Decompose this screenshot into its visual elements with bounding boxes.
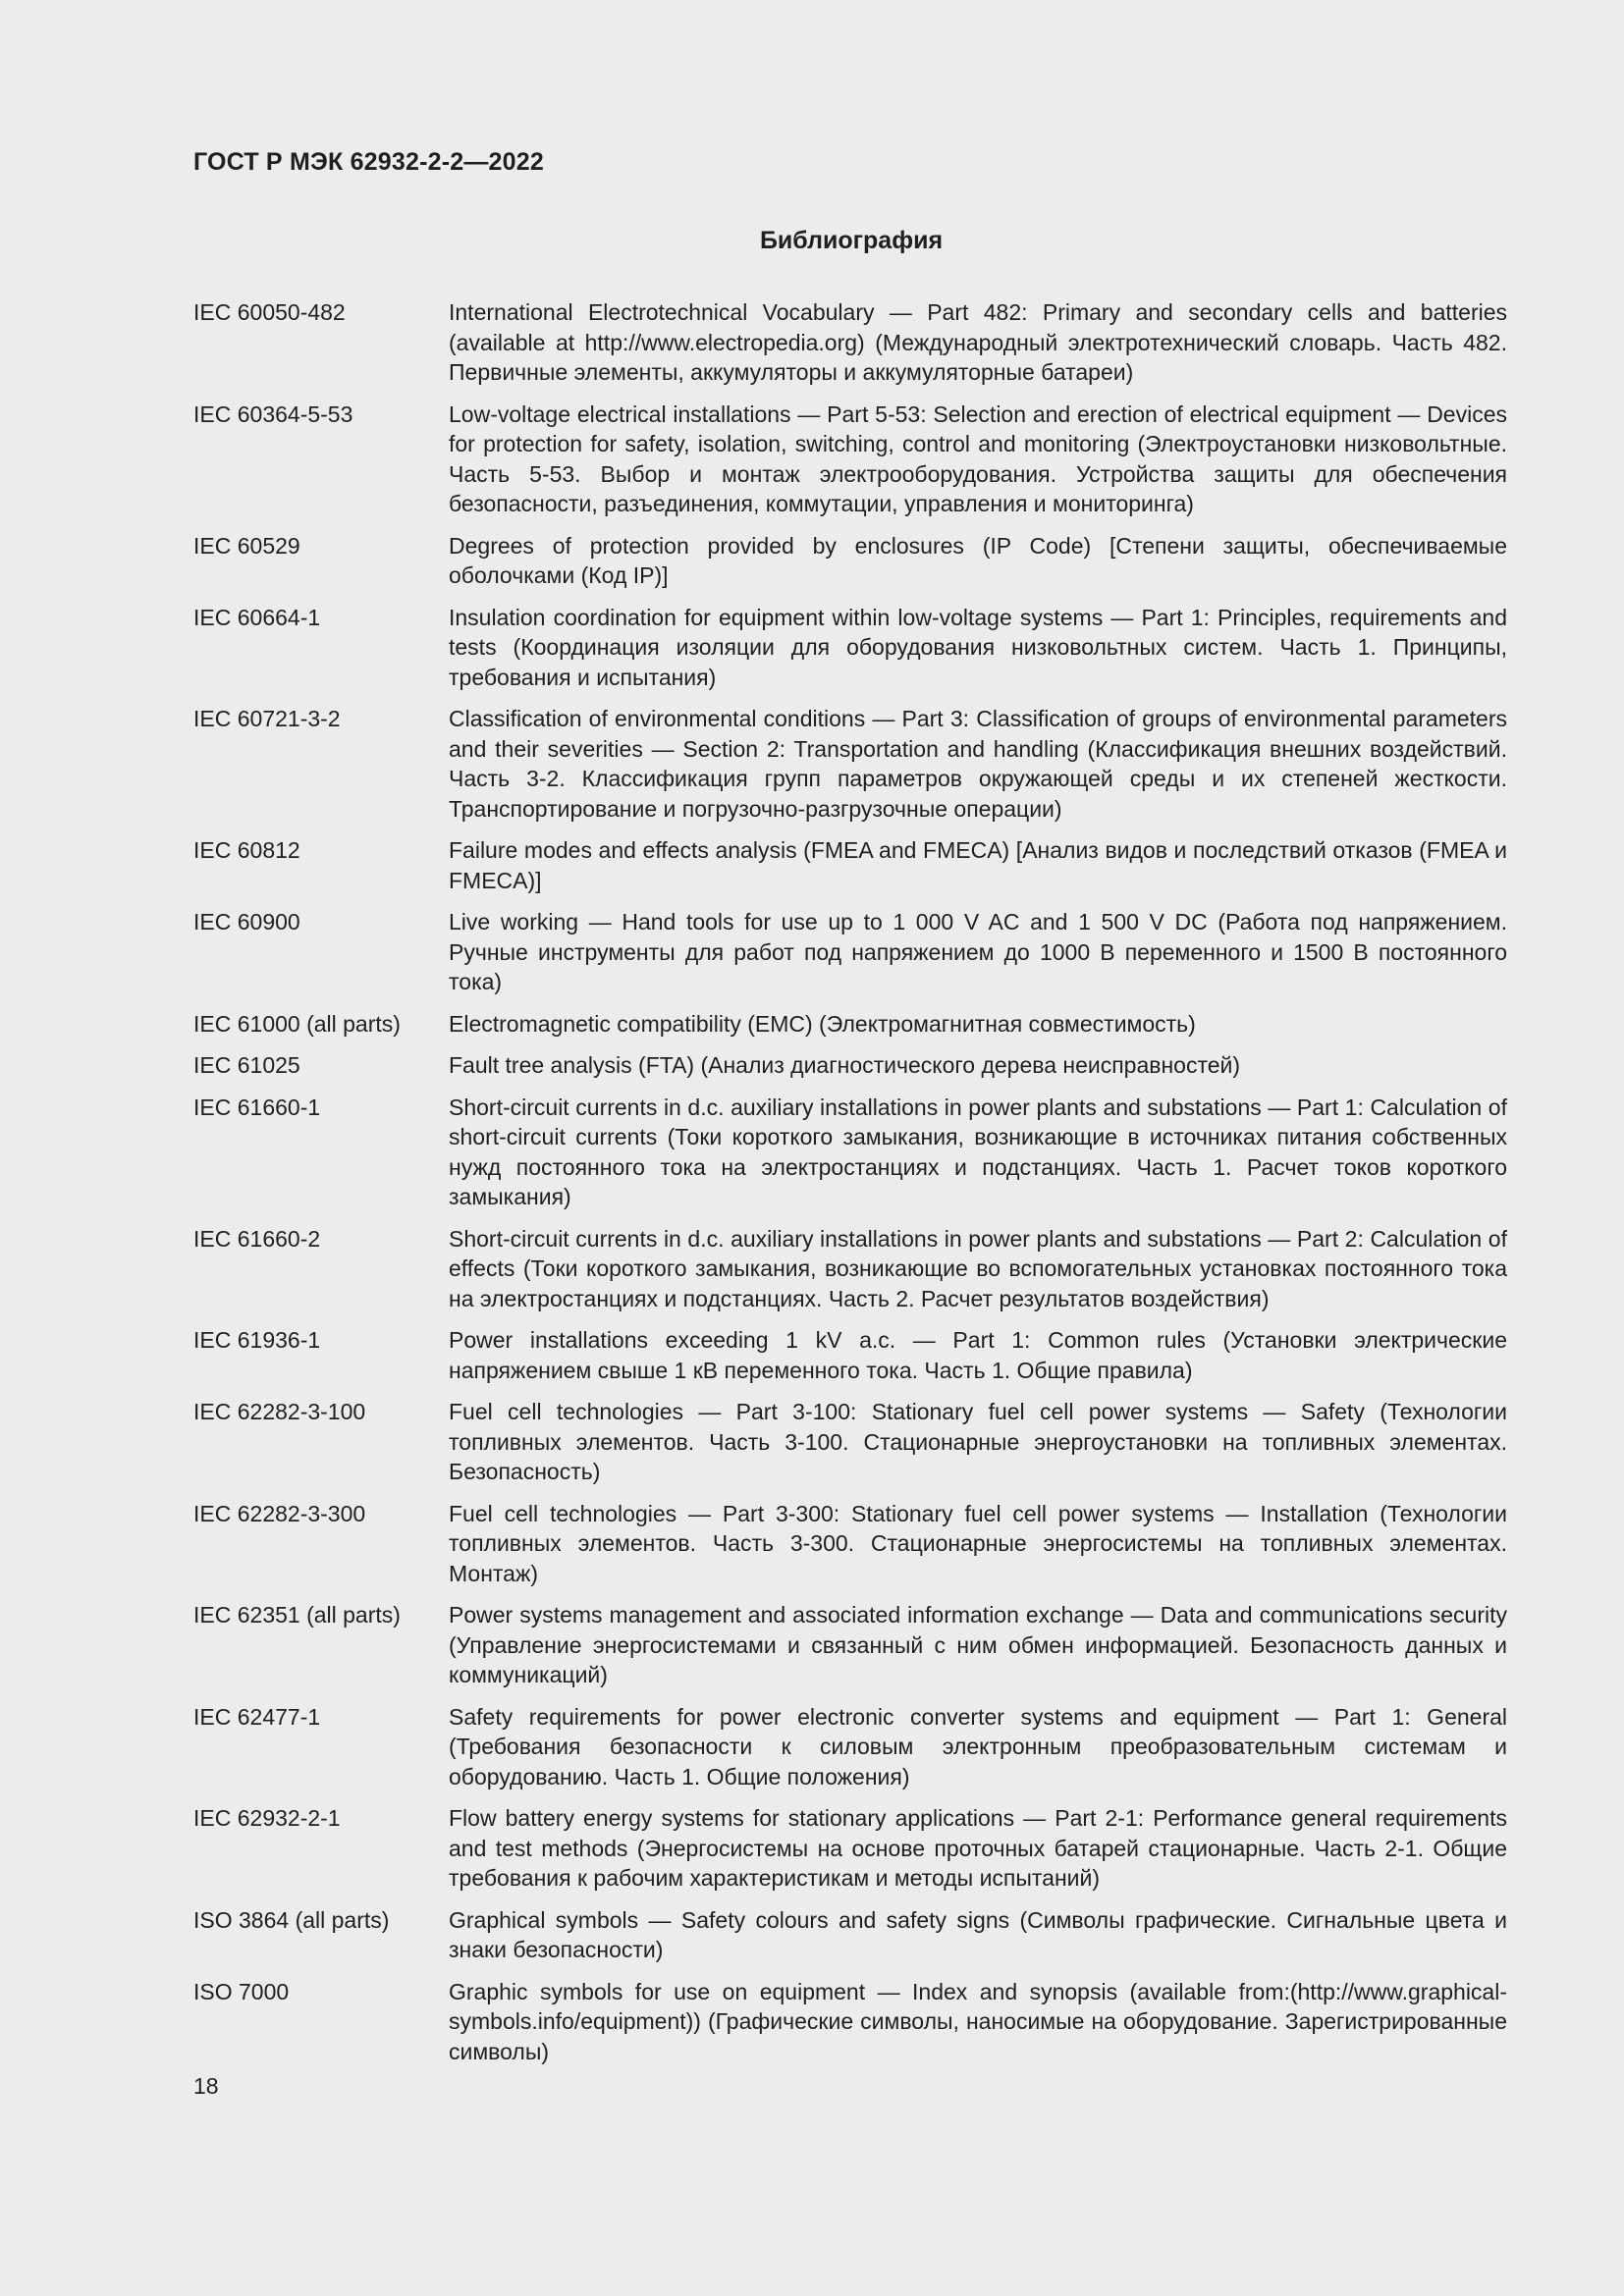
- reference-text: Power systems management and associated information exchange — Data and communications security (Управление энергосистемами и связанный с ним обмен информацией. Безопасность данных и коммуникаций): [449, 1602, 1507, 1687]
- reference-code: IEC 62932-2-1: [193, 1805, 341, 1831]
- bibliography-entry: [193, 1499, 1507, 1589]
- section-title-bibliography: Библиография: [759, 227, 944, 254]
- reference-text: Fuel cell technologies — Part 3-100: Stationary fuel cell power systems — Safety (Технологии топливных элементов. Часть 3-100. Стационарные энергоустановки на топливных элементах. Безопасность): [449, 1399, 1507, 1484]
- reference-code: IEC 60364-5-53: [193, 400, 353, 427]
- reference-code: IEC 60529: [193, 532, 300, 559]
- bibliography-entry: [193, 704, 1507, 824]
- reference-code: IEC 61000 (all parts): [193, 1010, 401, 1037]
- page-number: 18: [193, 2073, 219, 2099]
- reference-code: IEC 60050-482: [193, 299, 346, 325]
- bibliography-entry: [193, 1702, 1507, 1792]
- bibliography-list: [193, 297, 1507, 2078]
- reference-text: Graphic symbols for use on equipment — Index and synopsis (available from:(http://www.graphical-symbols.info/equipment)) (Графические символы, наносимые на оборудование. Зарегистрированные символы): [449, 1978, 1507, 2064]
- reference-text: Short-circuit currents in d.c. auxiliary installations in power plants and substations — Part 2: Calculation of effects (Токи короткого замыкания, возникающие во вспомогательных установках постоянного тока на электростанциях и подстанциях. Часть 2. Расчет результатов воздействия): [449, 1225, 1507, 1311]
- reference-text: Flow battery energy systems for stationary applications — Part 2-1: Performance general requirements and test methods (Энергосистемы на основе проточных батарей стационарные. Часть 2-1. Общие требования к рабочим характеристикам и методы испытаний): [449, 1805, 1507, 1891]
- reference-text: Degrees of protection provided by enclosures (IP Code) [Степени защиты, обеспечиваемые оболочками (Код IP)]: [449, 532, 1507, 588]
- reference-text: Safety requirements for power electronic converter systems and equipment — Part 1: General (Требования безопасности к силовым электронным преобразовательным системам и оборудованию. Часть 1. Общие положения): [449, 1703, 1507, 1789]
- bibliography-entry: [193, 1050, 1507, 1081]
- bibliography-entry: [193, 1093, 1507, 1212]
- reference-code: IEC 60812: [193, 837, 300, 863]
- reference-text: Power installations exceeding 1 kV a.c. — Part 1: Common rules (Установки электрические напряжением свыше 1 кВ переменного тока. Часть 1. Общие правила): [449, 1327, 1507, 1383]
- reference-text: International Electrotechnical Vocabulary — Part 482: Primary and secondary cells and batteries (available at http://www.electropedia.org) (Международный электротехнический словарь. Часть 482. Первичные элементы, аккумуляторы и аккумуляторные батареи): [449, 299, 1507, 385]
- reference-code: IEC 62477-1: [193, 1703, 321, 1730]
- reference-text: Graphical symbols — Safety colours and safety signs (Символы графические. Сигнальные цвета и знаки безопасности): [449, 1906, 1507, 1962]
- reference-code: ISO 3864 (all parts): [193, 1906, 390, 1933]
- standard-header: ГОСТ Р МЭК 62932-2-2—2022: [193, 148, 544, 176]
- bibliography-entry: [193, 1803, 1507, 1894]
- bibliography-entry: [193, 1977, 1507, 2067]
- reference-code: IEC 62282-3-100: [193, 1399, 366, 1424]
- reference-code: IEC 60900: [193, 909, 300, 934]
- bibliography-entry: [193, 1009, 1507, 1040]
- bibliography-entry: [193, 603, 1507, 693]
- reference-code: IEC 60721-3-2: [193, 706, 341, 731]
- reference-code: IEC 60664-1: [193, 604, 321, 630]
- bibliography-entry: [193, 531, 1507, 591]
- bibliography-entry: [193, 1905, 1507, 1965]
- bibliography-entry: [193, 400, 1507, 519]
- reference-text: Insulation coordination for equipment within low-voltage systems — Part 1: Principles, requirements and tests (Координация изоляции для оборудования низковольтных систем. Часть 1. Принципы, требования и испытания): [449, 604, 1507, 690]
- reference-code: IEC 61025: [193, 1052, 300, 1078]
- reference-code: ISO 7000: [193, 1978, 290, 2004]
- bibliography-entry: [193, 1224, 1507, 1314]
- reference-code: IEC 61660-2: [193, 1225, 321, 1252]
- reference-code: IEC 61936-1: [193, 1327, 321, 1353]
- bibliography-entry: [193, 297, 1507, 388]
- reference-text: Electromagnetic compatibility (EMC) (Электромагнитная совместимость): [449, 1010, 1196, 1037]
- bibliography-entry: [193, 1325, 1507, 1385]
- bibliography-entry: [193, 1600, 1507, 1690]
- bibliography-entry: [193, 907, 1507, 997]
- bibliography-entry: [193, 835, 1507, 895]
- reference-code: IEC 62351 (all parts): [193, 1602, 401, 1628]
- bibliography-entry: [193, 1397, 1507, 1487]
- reference-text: Fuel cell technologies — Part 3-300: Stationary fuel cell power systems — Installation (Технологии топливных элементов. Часть 3-300. Стационарные энергосистемы на топливных элементах. Монтаж): [449, 1500, 1507, 1586]
- reference-text: Failure modes and effects analysis (FMEA and FMECA) [Анализ видов и последствий отказов (FMEA и FMECA)]: [449, 837, 1507, 893]
- reference-text: Fault tree analysis (FTA) (Анализ диагностического дерева неисправностей): [449, 1052, 1241, 1078]
- reference-text: Short-circuit currents in d.c. auxiliary installations in power plants and substations — Part 1: Calculation of short-circuit currents (Токи короткого замыкания, возникающие в источниках питания собственных нужд постоянного тока на электростанциях и подстанциях. Часть 1. Расчет токов короткого замыкания): [449, 1094, 1507, 1209]
- reference-text: Live working — Hand tools for use up to 1 000 V AC and 1 500 V DC (Работа под напряжением. Ручные инструменты для работ под напряжением до 1000 В переменного и 1500 В постоянного тока): [449, 909, 1507, 994]
- reference-text: Low-voltage electrical installations — Part 5-53: Selection and erection of electrical equipment — Devices for protection for safety, isolation, switching, control and monitoring (Электроустановки низковольтные. Часть 5-53. Выбор и монтаж электрооборудования. Устройства защиты для обеспечения безопасности, разъединения, коммутации, управления и мониторинга): [449, 400, 1507, 516]
- reference-code: IEC 62282-3-300: [193, 1500, 366, 1526]
- reference-text: Classification of environmental conditions — Part 3: Classification of groups of environmental parameters and their severities — Section 2: Transportation and handling (Классификация внешних воздействий. Часть 3-2. Классификация групп параметров окружающей среды и их степеней жесткости. Транспортирование и погрузочно-разгрузочные операции): [449, 706, 1507, 822]
- reference-code: IEC 61660-1: [193, 1094, 321, 1120]
